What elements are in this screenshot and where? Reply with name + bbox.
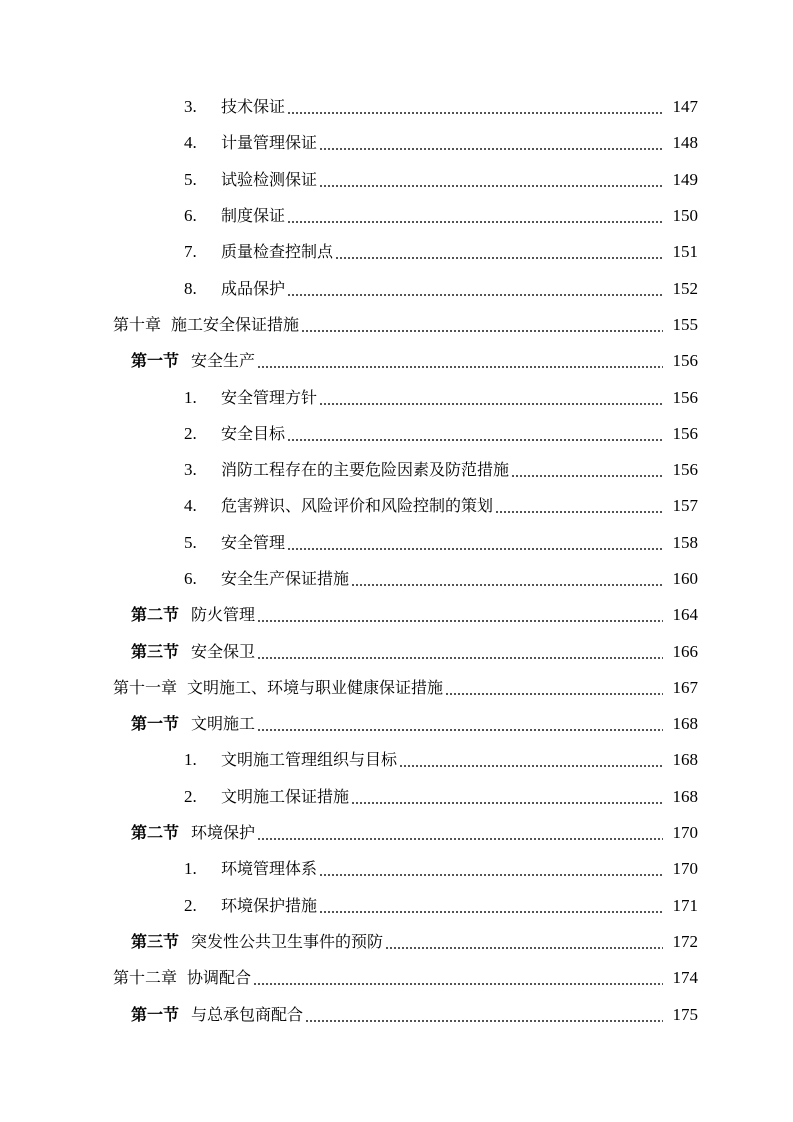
toc-entry-number: 第一节 xyxy=(131,1004,180,1024)
dot-leader xyxy=(257,605,663,625)
toc-entry-number: 第三节 xyxy=(131,931,180,951)
toc-entry-number: 1. xyxy=(184,750,197,770)
toc-entry-page-number: 167 xyxy=(672,677,698,697)
toc-entry-title: 施工安全保证措施 xyxy=(171,314,300,334)
table-of-contents xyxy=(0,89,793,1033)
dot-leader xyxy=(495,496,663,516)
dot-leader xyxy=(319,133,663,153)
toc-entry-page-number: 156 xyxy=(672,387,698,407)
dot-leader xyxy=(319,896,663,916)
toc-entry-title: 危害辨识、风险评价和风险控制的策划 xyxy=(221,496,494,516)
dot-leader xyxy=(351,569,663,589)
toc-entry-title: 安全管理 xyxy=(221,532,286,552)
toc-entry-item[interactable] xyxy=(0,851,793,887)
toc-entry-page-number: 171 xyxy=(672,895,698,915)
toc-entry-number: 2. xyxy=(184,895,197,915)
toc-entry-title: 环境管理体系 xyxy=(221,859,318,879)
toc-entry-page-number: 168 xyxy=(672,714,698,734)
toc-entry-page-number: 170 xyxy=(672,823,698,843)
toc-entry-number: 5. xyxy=(184,532,197,552)
toc-entry-chapter[interactable] xyxy=(0,960,793,996)
toc-entry-number: 6. xyxy=(184,206,197,226)
dot-leader xyxy=(257,351,663,371)
toc-entry-page-number: 151 xyxy=(672,242,698,262)
toc-entry-page-number: 168 xyxy=(672,786,698,806)
toc-entry-section[interactable] xyxy=(0,597,793,633)
toc-entry-title: 成品保护 xyxy=(221,278,286,298)
dot-leader xyxy=(335,242,663,262)
dot-leader xyxy=(257,642,663,662)
dot-leader xyxy=(257,823,663,843)
toc-entry-title: 安全目标 xyxy=(221,423,286,443)
toc-entry-number: 第十二章 xyxy=(113,968,178,988)
toc-entry-page-number: 166 xyxy=(672,641,698,661)
dot-leader xyxy=(319,859,663,879)
toc-entry-title: 环境保护 xyxy=(191,823,256,843)
toc-entry-page-number: 148 xyxy=(672,133,698,153)
toc-entry-number: 第二节 xyxy=(131,605,180,625)
toc-entry-title: 防火管理 xyxy=(191,605,256,625)
toc-entry-number: 1. xyxy=(184,387,197,407)
dot-leader xyxy=(287,424,663,444)
toc-entry-page-number: 150 xyxy=(672,206,698,226)
dot-leader xyxy=(257,714,663,734)
toc-entry-title: 文明施工保证措施 xyxy=(221,786,350,806)
dot-leader xyxy=(287,206,663,226)
toc-entry-item[interactable] xyxy=(0,270,793,306)
toc-entry-item[interactable] xyxy=(0,234,793,270)
toc-entry-item[interactable] xyxy=(0,488,793,524)
toc-entry-title: 质量检查控制点 xyxy=(221,242,334,262)
toc-entry-number: 第一节 xyxy=(131,351,180,371)
dot-leader xyxy=(319,170,663,190)
dot-leader xyxy=(385,932,663,952)
toc-entry-number: 2. xyxy=(184,423,197,443)
toc-entry-page-number: 168 xyxy=(672,750,698,770)
toc-entry-number: 3. xyxy=(184,460,197,480)
toc-entry-page-number: 152 xyxy=(672,278,698,298)
toc-entry-number: 第二节 xyxy=(131,823,180,843)
toc-entry-title: 安全生产 xyxy=(191,351,256,371)
toc-entry-title: 突发性公共卫生事件的预防 xyxy=(191,931,384,951)
toc-entry-title: 制度保证 xyxy=(221,206,286,226)
toc-entry-page-number: 175 xyxy=(672,1004,698,1024)
toc-entry-number: 第十一章 xyxy=(113,677,178,697)
dot-leader xyxy=(287,97,663,117)
toc-entry-page-number: 156 xyxy=(672,460,698,480)
toc-entry-number: 第三节 xyxy=(131,641,180,661)
dot-leader xyxy=(445,678,663,698)
toc-entry-title: 与总承包商配合 xyxy=(191,1004,304,1024)
dot-leader xyxy=(301,315,663,335)
toc-entry-number: 2. xyxy=(184,786,197,806)
toc-entry-item[interactable] xyxy=(0,888,793,924)
toc-entry-number: 第十章 xyxy=(113,314,162,334)
toc-entry-item[interactable] xyxy=(0,561,793,597)
dot-leader xyxy=(305,1005,663,1025)
toc-entry-page-number: 147 xyxy=(672,97,698,117)
toc-entry-page-number: 157 xyxy=(672,496,698,516)
toc-entry-item[interactable] xyxy=(0,379,793,415)
toc-entry-number: 3. xyxy=(184,97,197,117)
toc-entry-chapter[interactable] xyxy=(0,670,793,706)
toc-entry-section[interactable] xyxy=(0,633,793,669)
toc-entry-item[interactable] xyxy=(0,125,793,161)
toc-entry-item[interactable] xyxy=(0,198,793,234)
toc-entry-title: 文明施工 xyxy=(191,714,256,734)
dot-leader xyxy=(399,750,663,770)
toc-entry-title: 环境保护措施 xyxy=(221,895,318,915)
dot-leader xyxy=(287,279,663,299)
toc-entry-number: 1. xyxy=(184,859,197,879)
toc-entry-number: 8. xyxy=(184,278,197,298)
toc-entry-section[interactable] xyxy=(0,924,793,960)
toc-entry-title: 安全保卫 xyxy=(191,641,256,661)
toc-entry-title: 消防工程存在的主要危险因素及防范措施 xyxy=(221,460,510,480)
toc-entry-item[interactable] xyxy=(0,162,793,198)
toc-entry-number: 5. xyxy=(184,169,197,189)
dot-leader xyxy=(351,787,663,807)
toc-entry-page-number: 158 xyxy=(672,532,698,552)
toc-entry-item[interactable] xyxy=(0,742,793,778)
toc-entry-section[interactable] xyxy=(0,815,793,851)
toc-entry-page-number: 164 xyxy=(672,605,698,625)
toc-entry-number: 4. xyxy=(184,496,197,516)
toc-entry-title: 计量管理保证 xyxy=(221,133,318,153)
toc-entry-item[interactable] xyxy=(0,416,793,452)
toc-entry-title: 安全生产保证措施 xyxy=(221,569,350,588)
toc-entry-section[interactable] xyxy=(0,706,793,742)
toc-entry-title: 技术保证 xyxy=(221,97,286,117)
toc-entry-title: 文明施工管理组织与目标 xyxy=(221,750,398,770)
toc-entry-chapter[interactable] xyxy=(0,307,793,343)
toc-entry-page-number: 174 xyxy=(672,968,698,988)
toc-entry-item[interactable] xyxy=(0,525,793,561)
toc-entry-title: 试验检测保证 xyxy=(221,169,318,189)
dot-leader xyxy=(319,388,663,408)
toc-entry-number: 7. xyxy=(184,242,197,262)
toc-entry-page-number: 156 xyxy=(672,423,698,443)
toc-entry-title: 协调配合 xyxy=(187,968,252,988)
toc-entry-page-number: 160 xyxy=(672,569,698,588)
dot-leader xyxy=(287,533,663,553)
toc-entry-title: 安全管理方针 xyxy=(221,387,318,407)
toc-entry-item[interactable] xyxy=(0,89,793,125)
toc-entry-section[interactable] xyxy=(0,996,793,1032)
toc-entry-title: 文明施工、环境与职业健康保证措施 xyxy=(187,677,444,697)
dot-leader xyxy=(253,968,663,988)
toc-entry-number: 6. xyxy=(184,569,197,588)
toc-entry-page-number: 170 xyxy=(672,859,698,879)
toc-entry-page-number: 156 xyxy=(672,351,698,371)
toc-entry-page-number: 149 xyxy=(672,169,698,189)
dot-leader xyxy=(511,460,663,480)
toc-entry-number: 第一节 xyxy=(131,714,180,734)
toc-entry-page-number: 172 xyxy=(672,931,698,951)
toc-entry-item[interactable] xyxy=(0,779,793,815)
toc-entry-number: 4. xyxy=(184,133,197,153)
toc-entry-item[interactable] xyxy=(0,452,793,488)
toc-entry-page-number: 155 xyxy=(672,314,698,334)
toc-entry-section[interactable] xyxy=(0,343,793,379)
